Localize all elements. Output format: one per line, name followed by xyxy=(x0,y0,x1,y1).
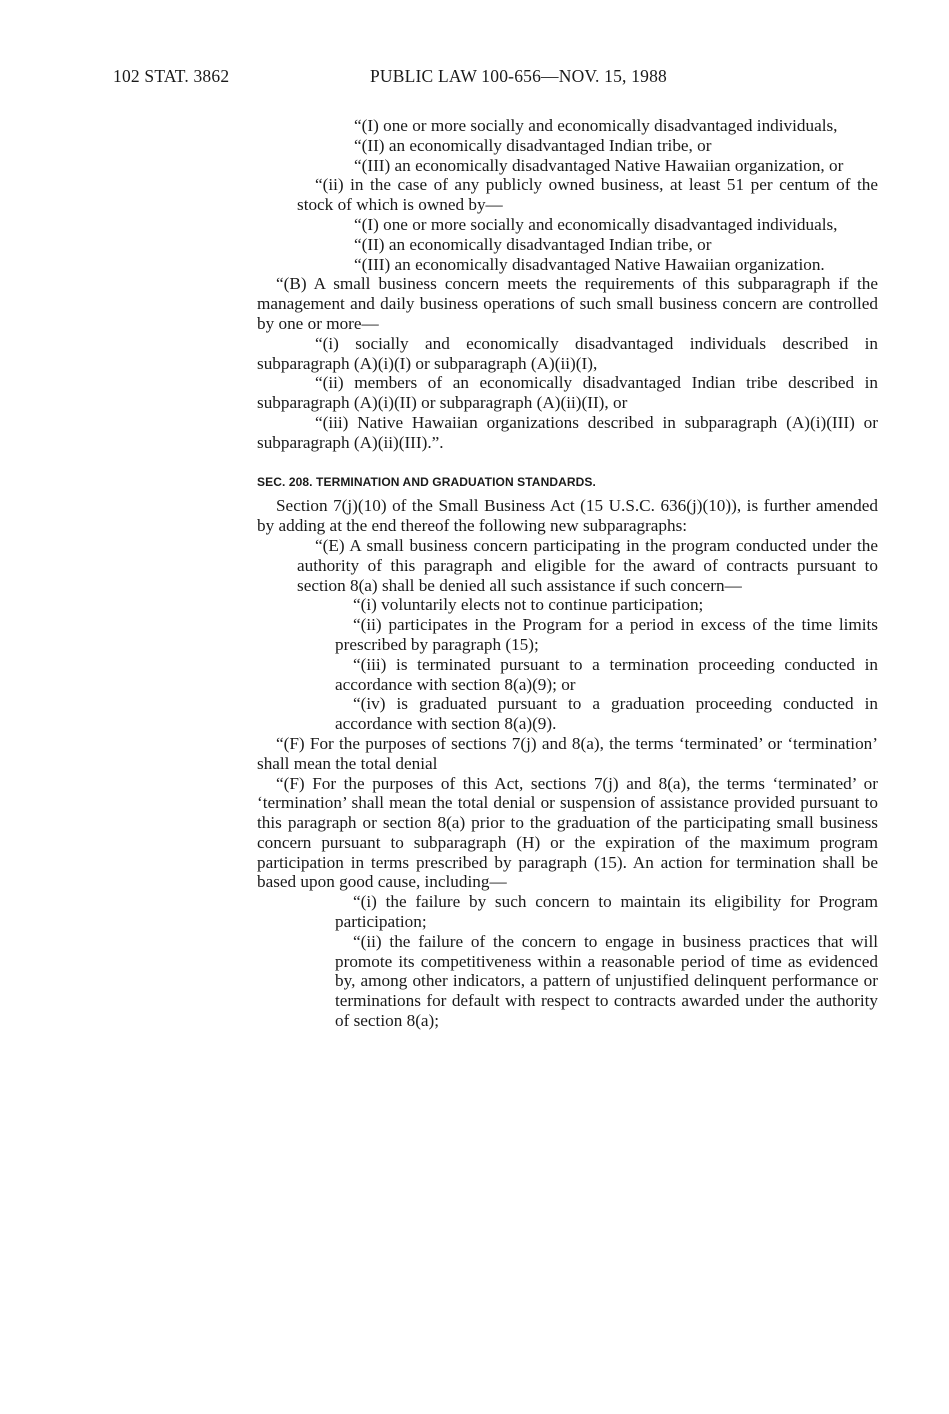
paragraph: “(I) one or more socially and economically disadvantaged individuals, xyxy=(354,214,838,234)
paragraph: “(II) an economically disadvantaged Indian tribe, or xyxy=(354,135,712,155)
paragraph: “(F) For the purposes of this Act, sections 7(j) and 8(a), the terms ‘terminated’ or ‘termination’ shall mean the total denial or suspension of assistance provided pursuant to this paragraph or section 8(a) prior to the graduation of the participating small business concern pursuant to subparagraph (H) or the expiration of the maximum program participation in terms prescribed by paragraph (15). An action for termination shall be based upon good cause, including— xyxy=(257,773,878,892)
law-citation: PUBLIC LAW 100-656—NOV. 15, 1988 xyxy=(370,66,667,86)
paragraph: Section 7(j)(10) of the Small Business Act (15 U.S.C. 636(j)(10)), is further amended by adding at the end thereof the following new subparagraphs: xyxy=(257,496,878,536)
paragraph: “(ii) participates in the Program for a period in excess of the time limits prescribed by paragraph (15); xyxy=(335,615,878,654)
paragraph: “(ii) in the case of any publicly owned business, at least 51 per centum of the stock of which is owned by— xyxy=(297,175,878,215)
paragraph: “(i) voluntarily elects not to continue participation; xyxy=(353,595,704,615)
paragraph: “(II) an economically disadvantaged Indian tribe, or xyxy=(354,234,712,254)
paragraph: “(III) an economically disadvantaged Native Hawaiian organization, or xyxy=(354,155,844,175)
section-heading: SEC. 208. TERMINATION AND GRADUATION STANDARDS. xyxy=(257,474,596,489)
paragraph: “(ii) members of an economically disadvantaged Indian tribe described in subparagraph (A)(i)(II) or subparagraph (A)(ii)(II), or xyxy=(257,373,878,413)
paragraph: “(i) the failure by such concern to maintain its eligibility for Program participation; xyxy=(335,892,878,932)
paragraph: “(iv) is graduated pursuant to a graduation proceeding conducted in accordance with section 8(a)(9). xyxy=(335,694,878,734)
paragraph: “(B) A small business concern meets the requirements of this subparagraph if the management and daily business operations of such small business concern are controlled by one or more— xyxy=(257,274,878,333)
paragraph: “(III) an economically disadvantaged Native Hawaiian organization. xyxy=(354,254,825,274)
paragraph: “(I) one or more socially and economically disadvantaged individuals, xyxy=(354,116,838,135)
paragraph: “(E) A small business concern participating in the program conducted under the authority of this paragraph and eligible for the award of contracts pursuant to section 8(a) shall be denied all such assistance if such concern— xyxy=(297,535,878,595)
paragraph: “(F) For the purposes of sections 7(j) and 8(a), the terms ‘terminated’ or ‘termination’ shall mean the total denial xyxy=(257,733,878,773)
statute-page-number: 102 STAT. 3862 xyxy=(113,66,230,86)
page-header xyxy=(113,66,889,88)
paragraph: “(iii) is terminated pursuant to a termination proceeding conducted in accordance with section 8(a)(9); or xyxy=(335,654,878,694)
paragraph: “(i) socially and economically disadvantaged individuals described in subparagraph (A)(i)(I) or subparagraph (A)(ii)(I), xyxy=(257,333,878,373)
body-text xyxy=(257,116,878,1031)
paragraph: “(ii) the failure of the concern to engage in business practices that will promote its competitiveness within a reasonable period of time as evidenced by, among other indicators, a pattern of unjustified delinquent performance or terminations for default with respect to contracts awarded under the authority of section 8(a); xyxy=(335,931,878,1031)
paragraph: “(iii) Native Hawaiian organizations described in subparagraph (A)(i)(III) or subparagraph (A)(ii)(III).”. xyxy=(257,412,878,452)
